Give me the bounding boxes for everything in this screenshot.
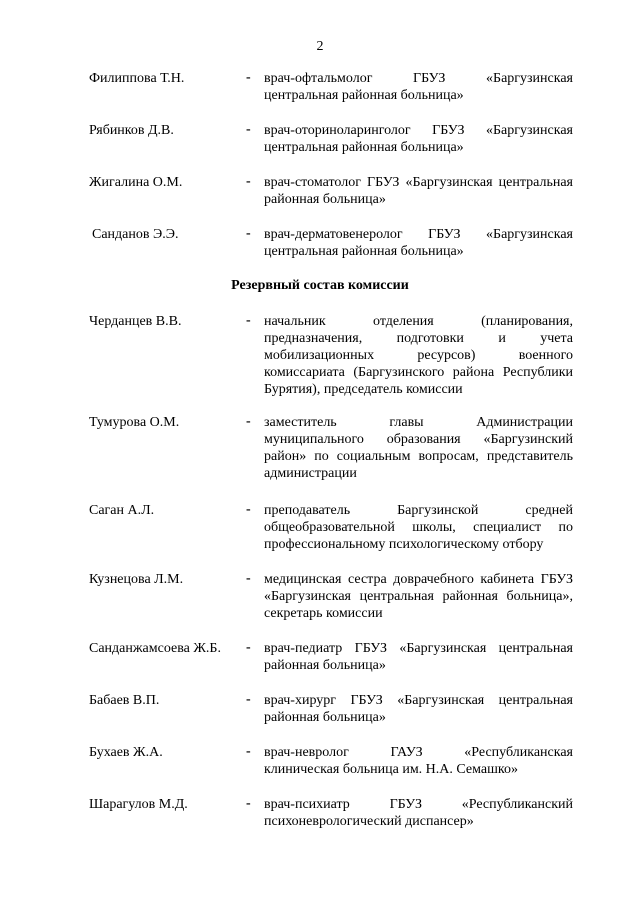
dash-separator: -	[246, 571, 251, 586]
member-role: врач-хирург ГБУЗ «Баргузинская центральная районная больница»	[264, 693, 573, 725]
member-name: Саган А.Л.	[89, 503, 155, 518]
member-role: преподаватель Баргузинской средней общеобразовательной школы, специалист по профессиональному психологическому отбору	[264, 503, 573, 552]
dash-separator: -	[246, 640, 251, 655]
member-role: медицинская сестра доврачебного кабинета ГБУЗ «Баргузинская центральная районная больница», секретарь комиссии	[264, 572, 573, 621]
member-role: начальник отделения (планирования, предназначения, подготовки и учета мобилизационных ресурсов) военного комиссариата (Баргузинского района Республики Бурятия), председатель комиссии	[264, 314, 573, 397]
member-name: Санданов Э.Э.	[92, 227, 179, 242]
member-name: Черданцев В.В.	[89, 314, 182, 329]
dash-separator: -	[246, 122, 251, 137]
dash-separator: -	[246, 796, 251, 811]
member-name: Филиппова Т.Н.	[89, 71, 185, 86]
dash-separator: -	[246, 502, 251, 517]
dash-separator: -	[246, 226, 251, 241]
member-name: Тумурова О.М.	[89, 415, 180, 430]
member-role: врач-оториноларинголог ГБУЗ «Баргузинская центральная районная больница»	[264, 123, 573, 155]
member-name: Санданжамсоева Ж.Б.	[89, 641, 221, 656]
member-role: врач-стоматолог ГБУЗ «Баргузинская центральная районная больница»	[264, 175, 573, 207]
dash-separator: -	[246, 744, 251, 759]
page-number: 2	[316, 39, 324, 54]
member-role: врач-невролог ГАУЗ «Республиканская клиническая больница им. Н.А. Семашко»	[264, 745, 573, 777]
member-role: врач-психиатр ГБУЗ «Республиканский психоневрологический диспансер»	[264, 797, 573, 829]
member-name: Шарагулов М.Д.	[89, 797, 188, 812]
dash-separator: -	[246, 313, 251, 328]
dash-separator: -	[246, 70, 251, 85]
dash-separator: -	[246, 174, 251, 189]
member-role: заместитель главы Администрации муниципального образования «Баргузинский район» по социальным вопросам, представитель администрации	[264, 415, 573, 481]
member-name: Рябинков Д.В.	[89, 123, 174, 138]
section-title: Резервный состав комиссии	[231, 278, 409, 293]
member-name: Кузнецова Л.М.	[89, 572, 184, 587]
dash-separator: -	[246, 692, 251, 707]
member-role: врач-дерматовенеролог ГБУЗ «Баргузинская центральная районная больница»	[264, 227, 573, 259]
member-role: врач-педиатр ГБУЗ «Баргузинская центральная районная больница»	[264, 641, 573, 673]
member-name: Жигалина О.М.	[89, 175, 183, 190]
member-name: Бабаев В.П.	[89, 693, 160, 708]
member-role: врач-офтальмолог ГБУЗ «Баргузинская центральная районная больница»	[264, 71, 573, 103]
dash-separator: -	[246, 414, 251, 429]
member-name: Бухаев Ж.А.	[89, 745, 163, 760]
